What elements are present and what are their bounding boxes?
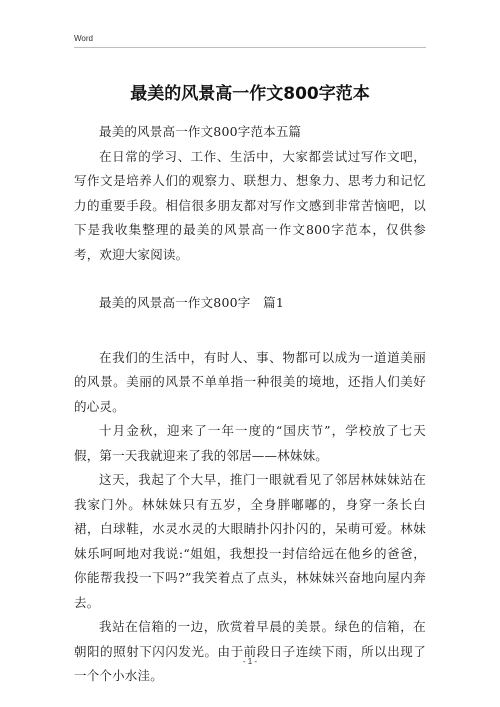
body-paragraph: 我站在信箱的一边，欣赏着早晨的美景。绿色的信箱，在朝阳的照射下闪闪发光。由于前段日子连续下雨，所以出现了一个个小水洼。 [74,619,426,683]
body-paragraph: 在我们的生活中，有时人、事、物都可以成为一道道美丽的风景。美丽的风景不单单指一种很美的境地，还指人们美好的心灵。 [74,349,426,414]
document-body [74,120,426,689]
body-paragraph: 十月金秋，迎来了一年一度的“国庆节”，学校放了七天假，第一天我就迎来了我的邻居——林妹妹。 [74,423,426,463]
header-label: Word [74,34,93,43]
section-heading: 最美的风景高一作文800字 篇1 [99,295,285,310]
intro-paragraph: 在日常的学习、工作、生活中，大家都尝试过写作文吧，写作文是培养人们的观察力、联想力、想象力、思考力和记忆力的重要手段。相信很多朋友都对写作文感到非常苦恼吧，以下是我收集整理的最美的风景高一作文800字范本，仅供参考，欢迎大家阅读。 [74,148,426,262]
document-title: 最美的风景高一作文800字范本 [130,84,370,104]
spacer [74,316,426,346]
body-paragraph: 这天，我起了个大早，推门一眼就看见了邻居林妹妹站在我家门外。林妹妹只有五岁，全身胖嘟嘟的，身穿一条长白裙，白球鞋，水灵水灵的大眼睛扑闪扑闪的，呆萌可爱。林妹妹乐呵呵地对我说:“姐姐，我想投一封信给远在他乡的爸爸，你能帮我投一下吗?”我笑着点了点头，林妹妹兴奋地向屋内奔去。 [74,472,426,610]
spacer [74,267,426,291]
header-divider [74,47,426,48]
page-number: - 1 - [242,657,258,666]
intro-heading: 最美的风景高一作文800字范本五篇 [99,124,302,139]
